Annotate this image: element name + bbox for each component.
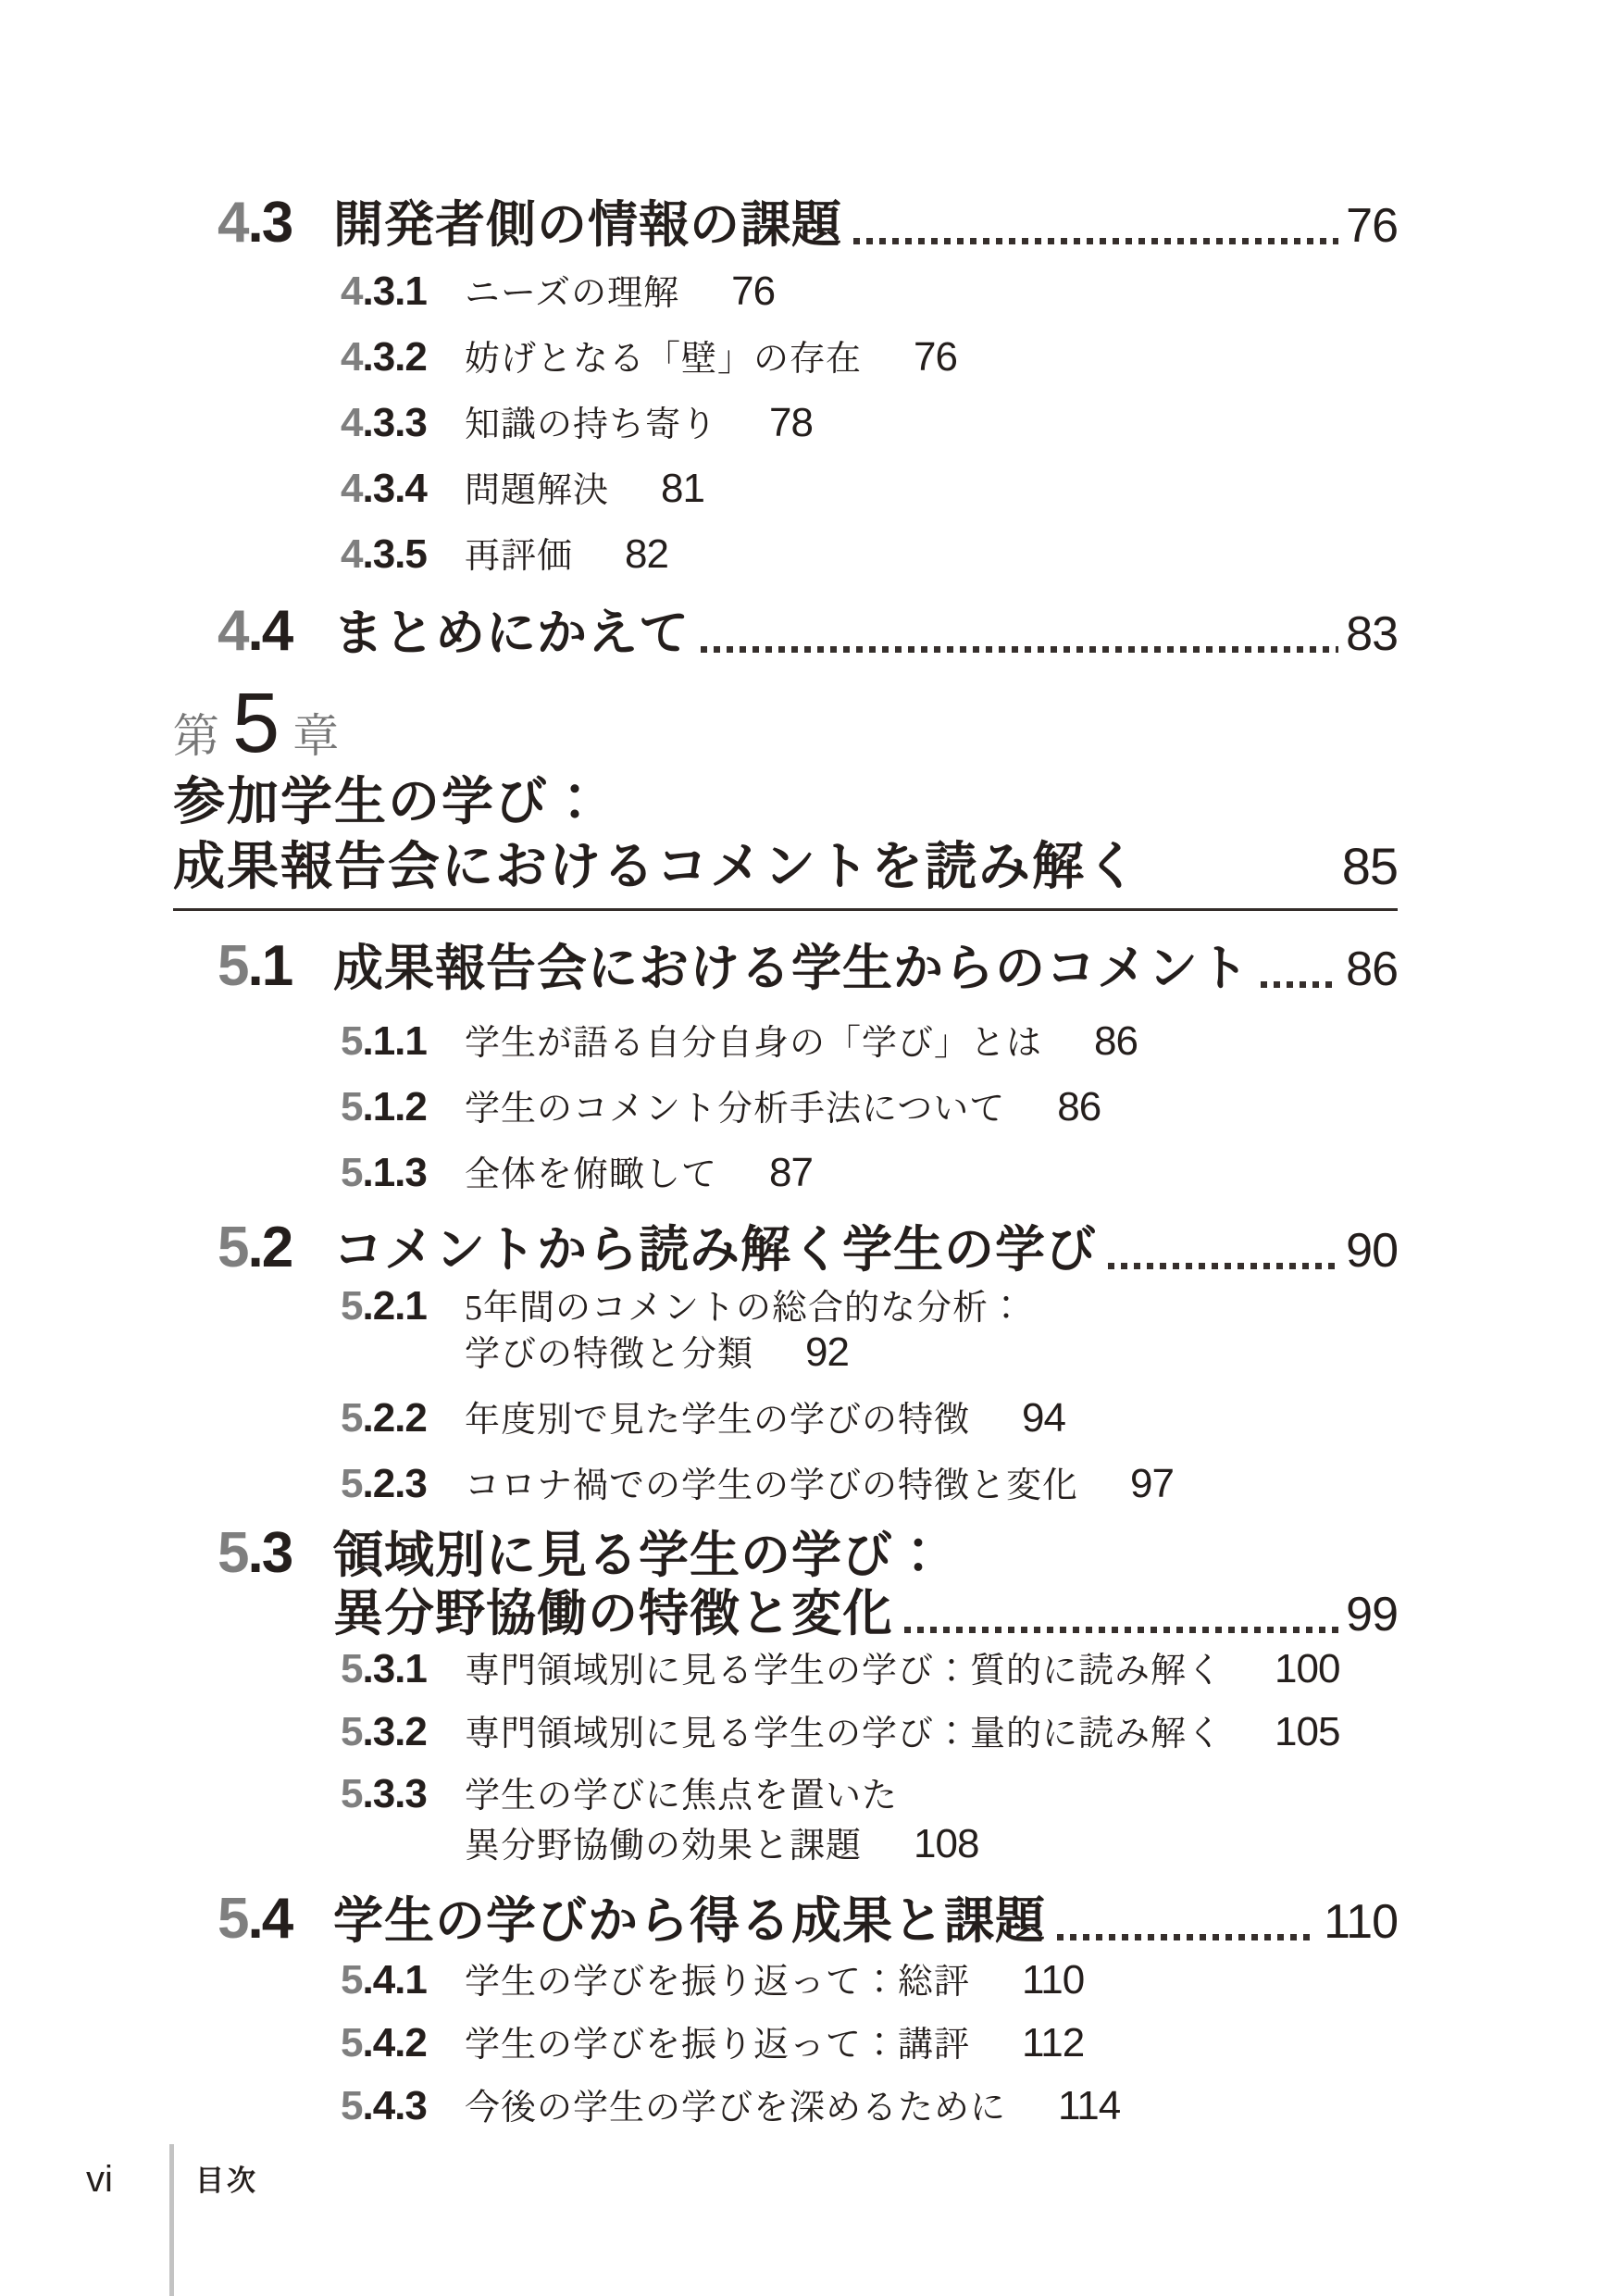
toc-entry-page: 86 [1094, 1018, 1138, 1064]
toc-entry-number: 4.3.2 [341, 334, 427, 380]
toc-entry-title: 今後の学生の学びを深めるために [465, 2089, 1007, 2128]
toc-subsection-entry [0, 2021, 1617, 2067]
dotted-leader [853, 238, 1338, 244]
dotted-leader [1108, 1263, 1338, 1269]
toc-entry-title: 専門領域別に見る学生の学び：量的に読み解く [465, 1715, 1224, 1753]
toc-section-entry [0, 1887, 1617, 1954]
dotted-leader [1261, 981, 1338, 988]
chapter-number: 5 [232, 676, 280, 770]
toc-section-entry-continuation [0, 1581, 1617, 1647]
toc-entry-number: 4.3.3 [341, 400, 427, 445]
toc-entry-title: 学生の学びを振り返って：総評 [465, 1963, 971, 2002]
toc-entry-number: 4.3.4 [341, 466, 427, 511]
toc-subsection-entry [0, 2084, 1617, 2130]
toc-entry-title: 再評価 [465, 537, 574, 576]
toc-subsection-entry [0, 401, 1617, 447]
toc-section-entry [0, 934, 1617, 1002]
toc-entry-title: 専門領域別に見る学生の学び：質的に読み解く [465, 1652, 1224, 1691]
toc-entry-page: 99 [1346, 1588, 1398, 1641]
toc-subsection-entry [0, 1772, 1617, 1818]
toc-section-entry [0, 1521, 1617, 1585]
chapter-rule [173, 908, 1398, 911]
toc-section-entry [0, 599, 1617, 667]
toc-entry-number: 5.2.2 [341, 1395, 427, 1441]
toc-entry-number: 4.3.5 [341, 531, 427, 577]
chapter-title [173, 769, 1342, 899]
toc-entry-title: 異分野協働の特徴と変化 [333, 1586, 893, 1641]
toc-subsection-entry [0, 1396, 1617, 1442]
toc-subsection-entry [0, 1958, 1617, 2004]
toc-entry-number: 5.3.1 [341, 1646, 427, 1691]
toc-entry-number: 5.3.2 [341, 1709, 427, 1754]
toc-entry-title: コメントから読み解く学生の学び [333, 1222, 1097, 1278]
toc-entry-number: 4.3 [218, 191, 292, 255]
toc-entry-page: 105 [1275, 1709, 1340, 1754]
chapter-number-label [0, 677, 1617, 769]
toc-section-entry [0, 1216, 1617, 1283]
chapter-suffix: 章 [292, 710, 340, 762]
toc-entry-page: 110 [1022, 1957, 1085, 2003]
toc-entry-number: 5.1.3 [341, 1150, 427, 1195]
toc-entry-number: 5.2.1 [341, 1283, 427, 1329]
toc-entry-title: 開発者側の情報の課題 [333, 197, 842, 253]
toc-entry-title: ニーズの理解 [465, 274, 680, 313]
toc-entry-page: 114 [1058, 2083, 1121, 2128]
toc-entry-page: 82 [625, 531, 668, 577]
toc-entry-page: 87 [769, 1150, 813, 1195]
toc-entry-number: 5.1.1 [341, 1018, 427, 1064]
toc-entry-title: 成果報告会における学生からのコメント [333, 941, 1250, 996]
toc-subsection-entry [0, 467, 1617, 513]
toc-subsection-entry [0, 1085, 1617, 1131]
toc-entry-title: 妨げとなる「壁」の存在 [465, 340, 863, 379]
toc-entry-page: 100 [1275, 1646, 1340, 1691]
toc-entry-page: 86 [1346, 942, 1398, 996]
toc-entry-page: 76 [914, 334, 957, 380]
toc-entry-number: 5.4.2 [341, 2020, 427, 2065]
toc-entry-number: 4.4 [218, 599, 292, 663]
toc-entry-title: 全体を俯瞰して [465, 1155, 718, 1194]
toc-subsection-entry [0, 1019, 1617, 1066]
toc-entry-number: 5.4.1 [341, 1957, 427, 2003]
toc-section-entry [0, 191, 1617, 258]
toc-entry-page: 108 [914, 1821, 979, 1866]
toc-entry-number: 5.3.3 [341, 1771, 427, 1816]
toc-entry-title: 学びの特徴と分類 [465, 1335, 754, 1374]
footer-section-label: 目次 [195, 2165, 258, 2197]
toc-entry-page: 110 [1324, 1895, 1398, 1949]
toc-entry-title: コロナ禍での学生の学びの特徴と変化 [465, 1466, 1079, 1505]
footer-divider-line [169, 2144, 174, 2296]
toc-entry-title: 知識の持ち寄り [465, 406, 718, 444]
toc-subsection-entry [0, 1284, 1617, 1330]
toc-entry-number: 4.3.1 [341, 268, 427, 314]
toc-entry-number: 5.2.3 [341, 1461, 427, 1506]
toc-entry-number: 5.3 [218, 1521, 292, 1585]
footer-page-number: vi [86, 2159, 113, 2200]
toc-entry-page: 76 [1346, 199, 1398, 253]
toc-entry-title: 異分野協働の効果と課題 [465, 1827, 863, 1866]
toc-entry-title: 学生の学びに焦点を置いた [465, 1777, 899, 1816]
chapter-title-line: 参加学生の学び： [173, 772, 603, 830]
dotted-leader [904, 1627, 1338, 1633]
toc-entry-title: 5年間のコメントの総合的な分析： [465, 1289, 1026, 1328]
toc-subsection-entry [0, 1462, 1617, 1508]
toc-entry-page: 90 [1346, 1224, 1398, 1278]
toc-entry-page: 83 [1346, 607, 1398, 661]
toc-entry-title: 学生のコメント分析手法について [465, 1090, 1006, 1129]
toc-entry-title: 学生の学びから得る成果と課題 [333, 1893, 1046, 1949]
toc-subsection-entry [0, 1647, 1617, 1693]
toc-subsection-entry [0, 1151, 1617, 1197]
dotted-leader [1057, 1934, 1316, 1940]
toc-entry-number: 5.1.2 [341, 1084, 427, 1129]
toc-entry-page: 97 [1130, 1461, 1174, 1506]
dotted-leader [701, 646, 1338, 653]
toc-subsection-entry [0, 335, 1617, 381]
toc-entry-title: まとめにかえて [333, 605, 690, 661]
toc-subsection-entry-continuation [0, 1822, 1617, 1868]
toc-entry-title: 学生の学びを振り返って：講評 [465, 2026, 971, 2065]
toc-entry-number: 5.2 [218, 1216, 292, 1279]
toc-entry-title: 学生が語る自分自身の「学び」とは [465, 1024, 1043, 1063]
toc-entry-title: 問題解決 [465, 471, 610, 510]
toc-entry-page: 78 [769, 400, 813, 445]
toc-entry-page: 76 [731, 268, 776, 314]
toc-entry-title: 領域別に見る学生の学び： [333, 1528, 944, 1583]
toc-entry-number: 5.1 [218, 934, 292, 998]
toc-subsection-entry [0, 1710, 1617, 1756]
chapter-title-line: 成果報告会におけるコメントを読み解く [173, 837, 1139, 895]
toc-entry-title: 年度別で見た学生の学びの特徴 [465, 1401, 971, 1440]
toc-subsection-entry-continuation [0, 1330, 1617, 1377]
toc-subsection-entry [0, 269, 1617, 316]
toc-subsection-entry [0, 532, 1617, 579]
toc-entry-page: 86 [1057, 1084, 1101, 1129]
toc-entry-page: 81 [661, 466, 704, 511]
chapter-title-row [0, 769, 1617, 899]
chapter-prefix: 第 [173, 710, 219, 762]
toc-entry-number: 5.4 [218, 1887, 292, 1951]
toc-entry-page: 92 [805, 1329, 849, 1375]
toc-entry-number: 5.4.3 [341, 2083, 427, 2128]
toc-entry-page: 94 [1022, 1395, 1065, 1441]
chapter-page-number: 85 [1341, 837, 1398, 895]
toc-entry-page: 112 [1022, 2020, 1085, 2065]
